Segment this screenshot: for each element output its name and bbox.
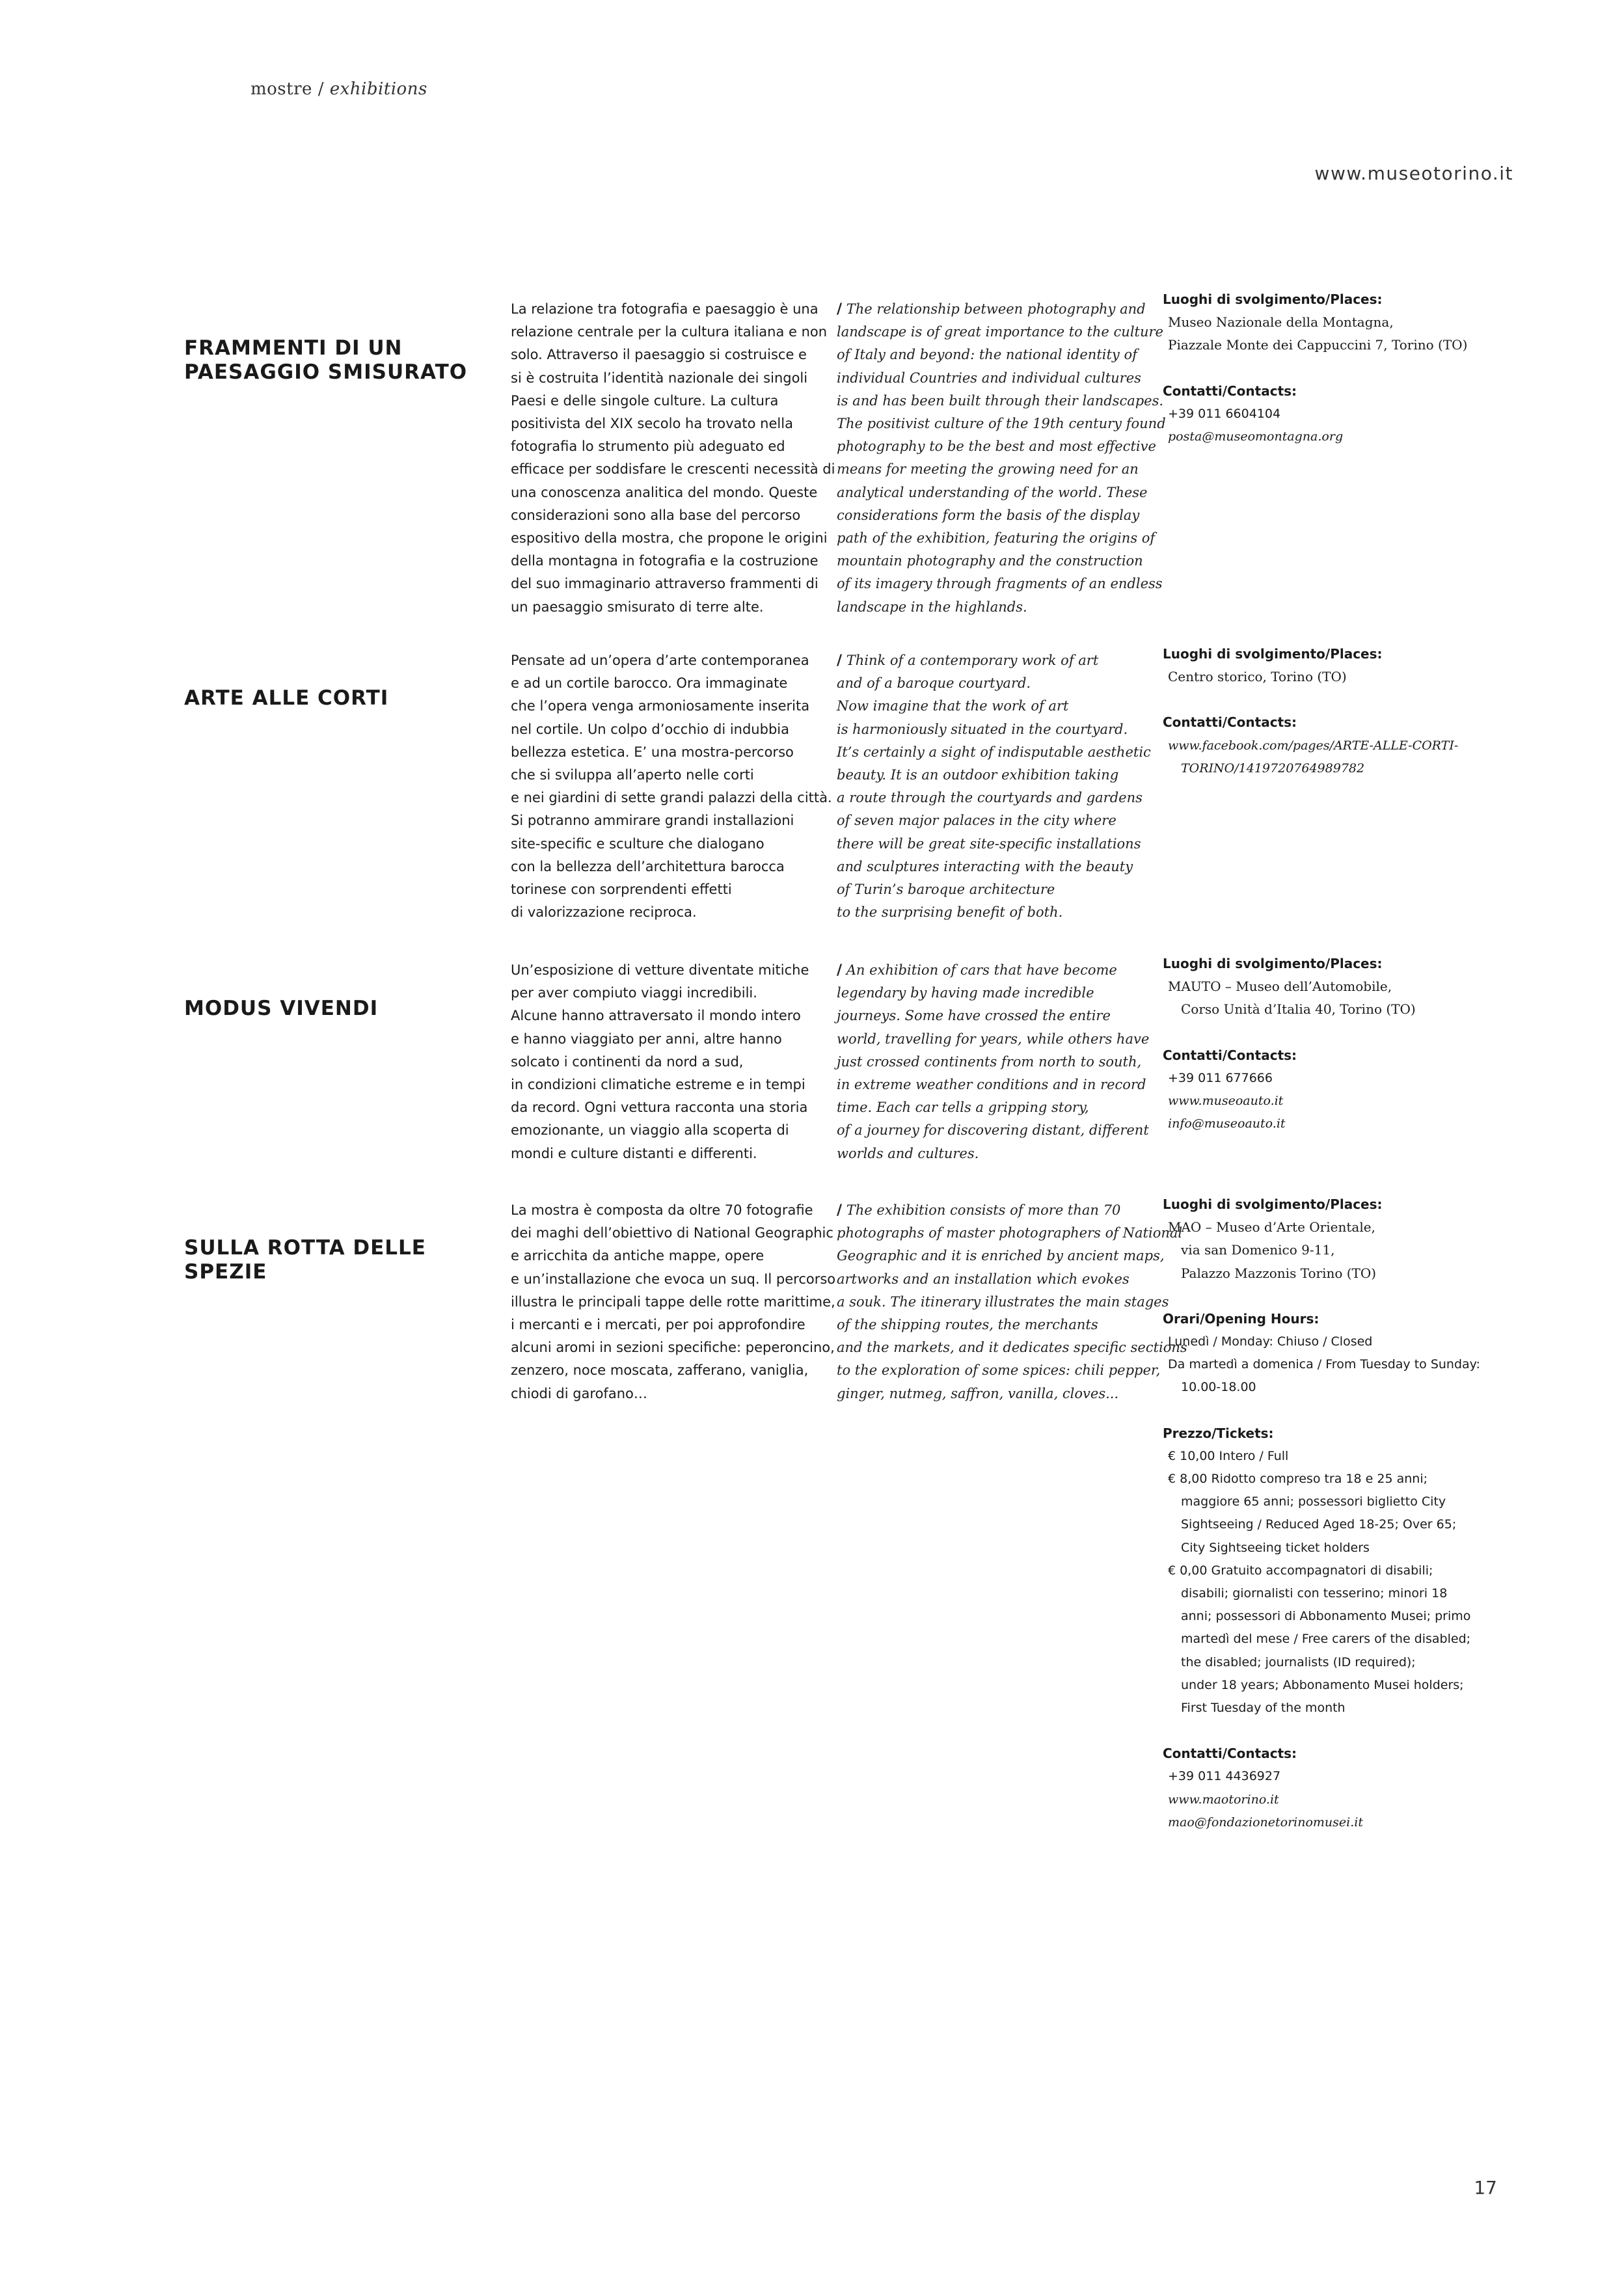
text-line: path of the exhibition, featuring the origins of <box>837 530 1156 547</box>
exhibition-description-it <box>511 298 835 619</box>
text-line: landscape in the highlands. <box>837 599 1027 615</box>
ticket-line: under 18 years; Abbonamento Musei holders; <box>1181 1677 1464 1692</box>
contacts-heading: Contatti/Contacts: <box>1163 1746 1297 1762</box>
ticket-line: the disabled; journalists (ID required); <box>1181 1654 1416 1669</box>
hours-line: 10.00-18.00 <box>1181 1380 1256 1395</box>
exhibition-info <box>1163 288 1514 448</box>
slash-marker: / <box>837 1202 843 1219</box>
exhibition-title <box>184 336 496 385</box>
place-line: MAUTO – Museo dell’Automobile, <box>1168 979 1392 995</box>
hours-line: Da martedì a domenica / From Tuesday to Sunday: <box>1168 1357 1480 1372</box>
ticket-line: martedì del mese / Free carers of the disabled; <box>1181 1632 1471 1647</box>
text-line: considerations form the basis of the display <box>837 507 1140 523</box>
text-line: Si potranno ammirare grandi installazioni <box>511 813 794 829</box>
text-line: una conoscenza analitica del mondo. Queste <box>511 484 818 500</box>
website-link[interactable]: www.museoauto.it <box>1168 1094 1284 1109</box>
text-line: analytical understanding of the world. These <box>837 484 1148 500</box>
text-line: is harmoniously situated in the courtyard. <box>837 721 1128 737</box>
text-line: just crossed continents from north to south, <box>837 1053 1142 1070</box>
section-label-separator: / <box>318 79 324 99</box>
phone-number[interactable]: +39 011 4436927 <box>1168 1769 1281 1784</box>
text-line: chiodi di garofano… <box>511 1385 647 1401</box>
exhibition-description-it <box>511 959 820 1165</box>
slash-marker: / <box>837 962 843 979</box>
text-line: world, travelling for years, while others have <box>837 1031 1150 1047</box>
ticket-line: Sightseeing / Reduced Aged 18-25; Over 65; <box>1181 1517 1457 1532</box>
ticket-line: € 10,00 Intero / Full <box>1168 1448 1289 1463</box>
section-label-en: exhibitions <box>329 79 427 99</box>
places-heading: Luoghi di svolgimento/Places: <box>1163 291 1383 307</box>
place-line: Piazzale Monte dei Cappuccini 7, Torino (TO) <box>1168 337 1468 353</box>
place-line: Centro storico, Torino (TO) <box>1168 669 1347 685</box>
tickets-heading: Prezzo/Tickets: <box>1163 1425 1274 1441</box>
text-line: Alcune hanno attraversato il mondo intero <box>511 1008 801 1024</box>
exhibition-description-en <box>837 649 1149 924</box>
text-line: illustra le principali tappe delle rotte marittime, <box>511 1293 835 1310</box>
phone-number[interactable]: +39 011 677666 <box>1168 1070 1273 1085</box>
text-line: of a journey for discovering distant, different <box>837 1122 1149 1139</box>
text-line: e arricchita da antiche mappe, opere <box>511 1248 765 1264</box>
ticket-line: maggiore 65 anni; possessori biglietto City <box>1181 1494 1446 1509</box>
exhibition-info <box>1163 1193 1514 1834</box>
website-link[interactable]: www.facebook.com/pages/ARTE-ALLE-CORTI- <box>1168 738 1459 753</box>
text-line: zenzero, noce moscata, zafferano, vaniglia, <box>511 1362 809 1379</box>
places-heading: Luoghi di svolgimento/Places: <box>1163 1196 1383 1212</box>
text-line: of the shipping routes, the merchants <box>837 1317 1098 1333</box>
text-line: beauty. It is an outdoor exhibition taking <box>837 767 1119 783</box>
text-line: a route through the courtyards and gardens <box>837 790 1143 806</box>
text-line: site-specific e sculture che dialogano <box>511 835 765 852</box>
text-line: dei maghi dell’obiettivo di National Geographic <box>511 1225 833 1241</box>
place-line: Corso Unità d’Italia 40, Torino (TO) <box>1181 1001 1416 1018</box>
text-line: efficace per soddisfare le crescenti necessità di <box>511 461 835 478</box>
text-line: a souk. The itinerary illustrates the main stages <box>837 1293 1169 1310</box>
text-line: The positivist culture of the 19th century found <box>837 416 1166 432</box>
text-line: con la bellezza dell’architettura barocca <box>511 858 785 874</box>
section-label <box>250 79 427 99</box>
phone-number[interactable]: +39 011 6604104 <box>1168 406 1281 421</box>
text-line: mountain photography and the construction <box>837 553 1143 569</box>
text-line: An exhibition of cars that have become <box>846 962 1117 978</box>
website-link[interactable]: www.museotorino.it <box>1314 163 1513 184</box>
text-line: alcuni aromi in sezioni specifiche: peperoncino, <box>511 1340 835 1356</box>
exhibition-info <box>1163 643 1514 780</box>
text-line: and of a baroque courtyard. <box>837 675 1031 692</box>
hours-line: Lunedì / Monday: Chiuso / Closed <box>1168 1334 1373 1349</box>
text-line: fotografia lo strumento più adeguato ed <box>511 439 785 455</box>
text-line: landscape is of great importance to the culture <box>837 324 1163 340</box>
contacts-heading: Contatti/Contacts: <box>1163 714 1297 731</box>
text-line: in condizioni climatiche estreme e in tempi <box>511 1077 805 1093</box>
text-line: solcato i continenti da nord a sud, <box>511 1053 744 1070</box>
hours-heading: Orari/Opening Hours: <box>1163 1310 1320 1327</box>
exhibition-description-it <box>511 649 832 924</box>
ticket-line: First Tuesday of the month <box>1181 1701 1346 1716</box>
exhibition-title <box>184 686 496 710</box>
text-line: Now imagine that the work of art <box>837 698 1069 714</box>
text-line: The exhibition consists of more than 70 <box>846 1202 1121 1218</box>
email-link[interactable]: mao@fondazionetorinomusei.it <box>1168 1815 1363 1830</box>
website-link[interactable]: www.maotorino.it <box>1168 1792 1279 1807</box>
text-line: photographs of master photographers of National <box>837 1225 1183 1241</box>
exhibition-title <box>184 997 496 1021</box>
text-line: of its imagery through fragments of an endless <box>837 576 1163 592</box>
exhibition-description-en <box>837 1199 1187 1405</box>
text-line: nel cortile. Un colpo d’occhio di indubbia <box>511 721 789 737</box>
text-line: to the surprising benefit of both. <box>837 904 1063 921</box>
text-line: It’s certainly a sight of indisputable aesthetic <box>837 744 1151 760</box>
text-line: of Turin’s baroque architecture <box>837 882 1055 898</box>
text-line: legendary by having made incredible <box>837 985 1094 1001</box>
text-line: torinese con sorprendenti effetti <box>511 882 732 898</box>
place-line: MAO – Museo d’Arte Orientale, <box>1168 1219 1375 1236</box>
text-line: e un’installazione che evoca un suq. Il percorso <box>511 1271 836 1287</box>
text-line: per aver compiuto viaggi incredibili. <box>511 985 757 1001</box>
text-line: to the exploration of some spices: chili pepper, <box>837 1362 1161 1379</box>
text-line: e nei giardini di sette grandi palazzi della città. <box>511 790 832 806</box>
text-line: si è costruita l’identità nazionale dei singoli <box>511 370 808 386</box>
text-line: mondi e culture distanti e differenti. <box>511 1145 757 1161</box>
text-line: che l’opera venga armoniosamente inserita <box>511 698 810 714</box>
text-line: che si sviluppa all’aperto nelle corti <box>511 767 754 783</box>
text-line: La mostra è composta da oltre 70 fotografie <box>511 1202 813 1218</box>
text-line: di valorizzazione reciproca. <box>511 904 697 921</box>
text-line: espositivo della mostra, che propone le origini <box>511 530 828 547</box>
text-line: del suo immaginario attraverso frammenti di <box>511 576 819 592</box>
text-line: un paesaggio smisurato di terre alte. <box>511 599 764 615</box>
exhibition-title <box>184 1236 496 1284</box>
text-line: artworks and an installation which evokes <box>837 1271 1130 1287</box>
text-line: of Italy and beyond: the national identity of <box>837 347 1137 363</box>
text-line: individual Countries and individual cultures <box>837 370 1141 386</box>
text-line: considerazioni sono alla base del percorso <box>511 507 801 523</box>
exhibition-title-line: ARTE ALLE CORTI <box>184 686 389 710</box>
contacts-heading: Contatti/Contacts: <box>1163 383 1297 399</box>
text-line: i mercanti e i mercati, per poi approfondire <box>511 1317 805 1333</box>
email-link[interactable]: info@museoauto.it <box>1168 1116 1286 1131</box>
contacts-heading: Contatti/Contacts: <box>1163 1047 1297 1063</box>
text-line: and sculptures interacting with the beauty <box>837 858 1133 874</box>
text-line: Paesi e delle singole culture. La cultura <box>511 392 779 409</box>
text-line: Un’esposizione di vetture diventate mitiche <box>511 962 809 978</box>
text-line: in extreme weather conditions and in record <box>837 1077 1146 1093</box>
exhibition-title-line: MODUS VIVENDI <box>184 997 379 1020</box>
places-heading: Luoghi di svolgimento/Places: <box>1163 646 1383 662</box>
text-line: Geographic and it is enriched by ancient maps, <box>837 1248 1165 1264</box>
exhibition-title-line: SULLA ROTTA DELLE SPEZIE <box>184 1236 426 1284</box>
page-number: 17 <box>1474 2177 1497 2198</box>
slash-marker: / <box>837 301 843 317</box>
exhibition-description-en <box>837 959 1149 1165</box>
ticket-line: € 0,00 Gratuito accompagnatori di disabili; <box>1168 1563 1433 1578</box>
text-line: solo. Attraverso il paesaggio si costruisce e <box>511 347 807 363</box>
ticket-line: anni; possessori di Abbonamento Musei; primo <box>1181 1609 1471 1624</box>
exhibition-title-line: FRAMMENTI DI UN <box>184 336 403 360</box>
text-line: journeys. Some have crossed the entire <box>837 1008 1111 1024</box>
text-line: worlds and cultures. <box>837 1145 979 1161</box>
exhibition-description-en <box>837 298 1166 619</box>
text-line: time. Each car tells a gripping story, <box>837 1100 1089 1116</box>
places-heading: Luoghi di svolgimento/Places: <box>1163 956 1383 971</box>
text-line: relazione centrale per la cultura italiana e non <box>511 324 828 340</box>
text-line: ginger, nutmeg, saffron, vanilla, cloves... <box>837 1385 1119 1401</box>
place-line: Palazzo Mazzonis Torino (TO) <box>1181 1265 1377 1281</box>
text-line: of seven major palaces in the city where <box>837 813 1116 829</box>
text-line: there will be great site-specific installations <box>837 835 1141 852</box>
text-line: da record. Ogni vettura racconta una storia <box>511 1100 808 1116</box>
place-line: via san Domenico 9-11, <box>1181 1242 1335 1258</box>
text-line: e hanno viaggiato per anni, altre hanno <box>511 1031 782 1047</box>
place-line: Museo Nazionale della Montagna, <box>1168 314 1394 331</box>
email-link[interactable]: posta@museomontagna.org <box>1168 429 1344 444</box>
website-link-continued[interactable]: TORINO/1419720764989782 <box>1181 761 1365 776</box>
ticket-line: € 8,00 Ridotto compreso tra 18 e 25 anni; <box>1168 1472 1428 1487</box>
section-label-it: mostre <box>250 79 312 99</box>
ticket-line: disabili; giornalisti con tesserino; minori 18 <box>1181 1586 1448 1601</box>
text-line: bellezza estetica. E’ una mostra-percorso <box>511 744 794 760</box>
text-line: positivista del XIX secolo ha trovato nella <box>511 416 793 432</box>
text-line: and the markets, and it dedicates specific sections <box>837 1340 1187 1356</box>
text-line: La relazione tra fotografia e paesaggio è una <box>511 301 819 317</box>
text-line: photography to be the best and most effective <box>837 439 1156 455</box>
text-line: emozionante, un viaggio alla scoperta di <box>511 1122 789 1139</box>
exhibition-title-line: PAESAGGIO SMISURATO <box>184 360 468 384</box>
text-line: The relationship between photography and <box>846 301 1146 317</box>
text-line: Think of a contemporary work of art <box>846 653 1099 668</box>
text-line: means for meeting the growing need for an <box>837 461 1139 478</box>
text-line: e ad un cortile barocco. Ora immaginate <box>511 675 788 692</box>
exhibition-description-it <box>511 1199 836 1405</box>
slash-marker: / <box>837 653 843 669</box>
ticket-line: City Sightseeing ticket holders <box>1181 1540 1370 1555</box>
text-line: Pensate ad un’opera d’arte contemporanea <box>511 653 809 668</box>
text-line: della montagna in fotografia e la costruzione <box>511 553 819 569</box>
text-line: is and has been built through their landscapes. <box>837 392 1164 409</box>
exhibition-info <box>1163 952 1514 1135</box>
